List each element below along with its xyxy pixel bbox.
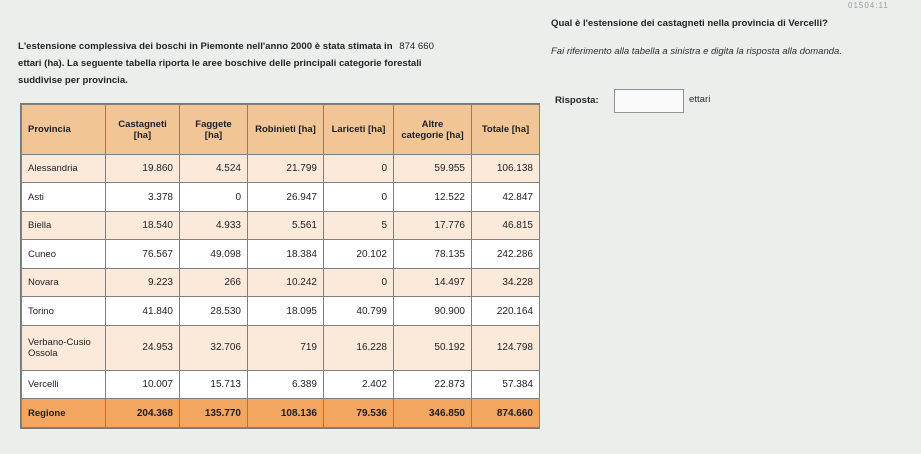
column-header: Castagneti [ha] (106, 105, 180, 155)
intro-line-1: L'estensione complessiva dei boschi in Piemonte nell'anno 2000 è stata stimata in (18, 41, 393, 52)
value-cell: 5.561 (248, 211, 324, 239)
intro-line-2: ettari (ha). La seguente tabella riporta le aree boschive delle principali categorie forestali (18, 58, 422, 69)
province-cell: Verbano-Cusio Ossola (22, 325, 106, 370)
table-row (22, 183, 540, 211)
table-row (22, 211, 540, 239)
value-cell: 42.847 (472, 183, 540, 211)
value-cell: 10.007 (106, 371, 180, 399)
value-cell: 50.192 (394, 325, 472, 370)
value-cell: 5 (324, 211, 394, 239)
value-cell: 22.873 (394, 371, 472, 399)
province-cell: Biella (22, 211, 106, 239)
value-cell: 266 (180, 268, 248, 296)
total-value-cell: 108.136 (248, 399, 324, 428)
value-cell: 34.228 (472, 268, 540, 296)
table-row (22, 240, 540, 268)
total-value-cell: 79.536 (324, 399, 394, 428)
intro-text (18, 38, 538, 89)
question-text: Qual è l'estensione dei castagneti nella provincia di Vercelli? (551, 18, 828, 29)
value-cell: 4.933 (180, 211, 248, 239)
value-cell: 12.522 (394, 183, 472, 211)
forest-table (21, 104, 540, 428)
total-value-cell: 135.770 (180, 399, 248, 428)
province-cell: Torino (22, 297, 106, 325)
value-cell: 4.524 (180, 155, 248, 183)
value-cell: 26.947 (248, 183, 324, 211)
value-cell: 21.799 (248, 155, 324, 183)
province-cell: Asti (22, 183, 106, 211)
value-cell: 220.164 (472, 297, 540, 325)
value-cell: 0 (324, 268, 394, 296)
region-cell: Regione (22, 399, 106, 428)
value-cell: 719 (248, 325, 324, 370)
table-body (22, 155, 540, 428)
column-header: Altre categorie [ha] (394, 105, 472, 155)
value-cell: 0 (324, 155, 394, 183)
value-cell: 0 (180, 183, 248, 211)
value-cell: 18.095 (248, 297, 324, 325)
value-cell: 78.135 (394, 240, 472, 268)
forest-area-table (20, 103, 540, 429)
value-cell: 32.706 (180, 325, 248, 370)
value-cell: 76.567 (106, 240, 180, 268)
value-cell: 14.497 (394, 268, 472, 296)
total-value-cell: 874.660 (472, 399, 540, 428)
intro-line-3: suddivise per provincia. (18, 75, 128, 86)
value-cell: 3.378 (106, 183, 180, 211)
province-cell: Vercelli (22, 371, 106, 399)
table-header-row (22, 105, 540, 155)
answer-label: Risposta: (555, 95, 599, 106)
value-cell: 24.953 (106, 325, 180, 370)
table-row (22, 297, 540, 325)
value-cell: 59.955 (394, 155, 472, 183)
column-header: Robinieti [ha] (248, 105, 324, 155)
column-header: Provincia (22, 105, 106, 155)
table-row (22, 155, 540, 183)
province-cell: Alessandria (22, 155, 106, 183)
total-value-cell: 346.850 (394, 399, 472, 428)
column-header: Faggete [ha] (180, 105, 248, 155)
value-cell: 9.223 (106, 268, 180, 296)
province-cell: Cuneo (22, 240, 106, 268)
value-cell: 124.798 (472, 325, 540, 370)
value-cell: 10.242 (248, 268, 324, 296)
value-cell: 16.228 (324, 325, 394, 370)
value-cell: 49.098 (180, 240, 248, 268)
answer-unit: ettari (689, 94, 711, 105)
value-cell: 18.384 (248, 240, 324, 268)
value-cell: 242.286 (472, 240, 540, 268)
question-instructions: Fai riferimento alla tabella a sinistra e digita la risposta alla domanda. (551, 46, 842, 57)
value-cell: 17.776 (394, 211, 472, 239)
value-cell: 40.799 (324, 297, 394, 325)
value-cell: 15.713 (180, 371, 248, 399)
table-row (22, 268, 540, 296)
answer-input[interactable] (614, 89, 684, 113)
value-cell: 18.540 (106, 211, 180, 239)
value-cell: 106.138 (472, 155, 540, 183)
table-row (22, 371, 540, 399)
value-cell: 19.860 (106, 155, 180, 183)
value-cell: 28.530 (180, 297, 248, 325)
page-id: 01504:11 (848, 1, 889, 10)
value-cell: 90.900 (394, 297, 472, 325)
table-total-row (22, 399, 540, 428)
value-cell: 6.389 (248, 371, 324, 399)
intro-total-value: 874 660 (399, 41, 434, 52)
value-cell: 0 (324, 183, 394, 211)
value-cell: 57.384 (472, 371, 540, 399)
column-header: Lariceti [ha] (324, 105, 394, 155)
value-cell: 20.102 (324, 240, 394, 268)
province-cell: Novara (22, 268, 106, 296)
column-header: Totale [ha] (472, 105, 540, 155)
total-value-cell: 204.368 (106, 399, 180, 428)
value-cell: 41.840 (106, 297, 180, 325)
value-cell: 46.815 (472, 211, 540, 239)
table-row (22, 325, 540, 370)
value-cell: 2.402 (324, 371, 394, 399)
